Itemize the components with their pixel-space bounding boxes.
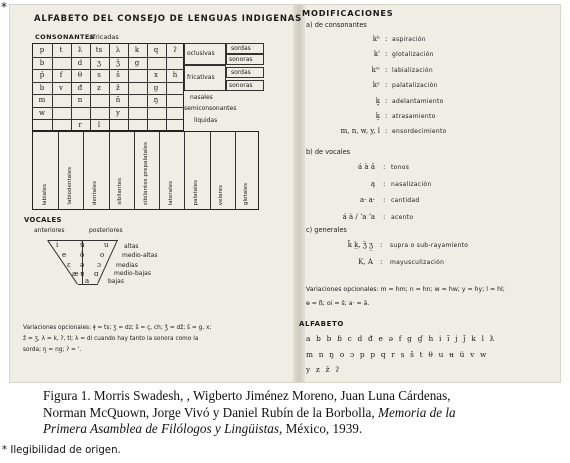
grid-cell-char: w: [39, 108, 45, 117]
posteriores-label: posteriores: [89, 227, 123, 234]
vowel-symbol: i: [56, 241, 59, 249]
column-divider: [235, 132, 236, 209]
modification-colon: :: [385, 127, 388, 136]
modification-colon: :: [383, 212, 386, 221]
vowel-symbol: ɑ: [94, 270, 99, 278]
grid-cell-char: ǯ: [116, 58, 120, 67]
grid-cell-char: h: [172, 71, 178, 79]
grid-cell-char: š: [116, 71, 120, 79]
label-sonoras-2: sonoras: [229, 82, 253, 89]
left-variaciones: [23, 323, 277, 356]
grid-cell-char: g: [134, 58, 140, 67]
grid-cell-char: b: [39, 83, 45, 92]
grid-cell-char: z: [97, 83, 101, 92]
modification-description: acento: [391, 213, 414, 221]
grid-cell-char: t: [59, 46, 63, 54]
modification-description: mayusculización: [390, 258, 445, 266]
modification-description: atrasamiento: [392, 113, 436, 120]
label-semiconsonantes: semiconsonantes: [184, 105, 237, 112]
modification-colon: :: [383, 179, 386, 188]
alfabeto-line-2: m n ŋ o ɔ p p q r s š t θ u ʉ ü v w: [306, 350, 487, 359]
column-label: sibilantes: [117, 178, 124, 205]
modification-description: aspiración: [392, 36, 426, 43]
label-fricativas: fricativas: [187, 74, 215, 81]
grid-cell-char: ƛ: [77, 46, 83, 54]
modification-symbol: K, A: [358, 257, 373, 266]
vowel-level-label: medio-altas: [122, 252, 158, 259]
modification-description: palatalización: [392, 82, 438, 90]
grid-cell-char: ž: [116, 83, 120, 92]
modification-colon: :: [385, 96, 388, 105]
vowel-symbol: ü: [80, 241, 85, 249]
footnote: * Ilegibilidad de origen.: [2, 445, 121, 456]
consonantes-label: CONSONANTES: [35, 33, 95, 41]
column-divider: [83, 132, 84, 209]
caption-line-2-text: Norman McQuown, Jorge Vivó y Daniel Rubín de la Borbolla,: [43, 404, 375, 420]
grid-hline: [33, 69, 183, 70]
modification-colon: :: [380, 257, 383, 266]
column-label: labiales: [41, 183, 48, 205]
vowel-symbol: ö: [80, 251, 85, 259]
column-label: dentales: [92, 180, 99, 205]
alfabeto-line-3: y z ž ʔ: [306, 365, 340, 374]
grid-cell-char: đ: [77, 83, 83, 92]
modification-colon: :: [385, 50, 388, 59]
grid-hline: [33, 82, 183, 83]
left-variaciones-line-1: Variaciones opcionales: ǂ = ts; ʒ = dz; š = ç, ch; ǯ = dž; š = g, x;: [23, 325, 212, 331]
grid-cell-char: s: [97, 71, 101, 79]
modification-colon: :: [385, 112, 388, 120]
caption-title-part-1: Memoria de la: [377, 404, 456, 420]
modification-description: adelantamiento: [392, 97, 444, 105]
column-divider: [109, 132, 110, 209]
grid-hline: [33, 57, 183, 58]
figure-caption: [43, 388, 553, 438]
modification-colon: :: [385, 35, 388, 43]
grid-hline: [33, 107, 183, 108]
left-variaciones-line-2: ž = ʒ, λ = k, ʔ, tl; λ = dl cuando hay tanto la sonora como la: [23, 336, 199, 342]
modification-description: cantidad: [391, 197, 420, 204]
right-variaciones-line-2: ɵ = ß; oi = š; a· = ā.: [306, 300, 370, 307]
modification-symbol: k̄ k̲, ʒ̄ ʒ̲: [347, 241, 373, 249]
modification-symbol: kʷ: [371, 65, 380, 74]
modification-symbol: á à â: [358, 163, 375, 171]
modification-description: labialización: [392, 66, 433, 74]
label-sordas-1: sordas: [231, 45, 251, 52]
modification-description: glotalización: [392, 51, 434, 59]
column-divider: [58, 132, 59, 209]
modification-symbol: á à / ʼa ʼa: [342, 212, 375, 221]
vowel-symbol: ɐ: [80, 270, 85, 278]
label-oclusivas: oclusivas: [187, 50, 215, 57]
column-label: sibilantes prepalatales: [142, 141, 149, 205]
vowel-symbol: e: [62, 251, 67, 259]
caption-line-3: [43, 421, 553, 438]
caption-line-1: Figura 1. Morris Swadesh, , Wigberto Jiménez Moreno, Juan Luna Cárdenas,: [43, 388, 451, 403]
modification-colon: :: [380, 241, 383, 249]
vowel-symbol: ɔ: [97, 261, 101, 269]
modification-symbol: kʸ: [372, 81, 380, 90]
right-variaciones-line-1: Variaciones opcionales: m = hm; n = hn; w = hw; y = hy; l = hl;: [306, 286, 505, 293]
grid-cell-char: r: [78, 121, 82, 129]
vowel-symbol: a: [85, 277, 90, 285]
modification-symbol: a· a·: [359, 196, 375, 204]
modification-colon: :: [383, 196, 386, 204]
modification-description: tonos: [391, 164, 410, 171]
vowel-symbol: u: [104, 241, 109, 249]
label-sordas-2: sordas: [231, 69, 251, 76]
grid-cell-char: p̓: [39, 71, 45, 79]
vowel-symbol: o: [100, 251, 105, 259]
africadas-label: africadas: [89, 33, 119, 41]
asterisk-marker: *: [1, 0, 7, 14]
articulation-columns: [32, 131, 259, 210]
column-divider: [134, 132, 135, 209]
alfabeto-line-1: a b b ɓ c d đ e ə f g ɠ h i ĩ j ǰ k l ƛ: [306, 334, 495, 343]
modification-colon: :: [385, 81, 388, 90]
grid-cell-char: g: [153, 83, 159, 92]
left-page-title: ALFABETO DEL CONSEJO DE LENGUAS INDIGENAS: [34, 14, 303, 24]
modification-symbol: ą: [370, 179, 375, 188]
column-label: palatales: [192, 179, 199, 205]
vowel-level-label: bajas: [108, 278, 124, 285]
column-divider: [184, 132, 185, 209]
label-liquidas: líquidas: [194, 117, 218, 124]
caption-line-3-tail: , México, 1939.: [279, 421, 363, 436]
grid-hline: [33, 94, 183, 95]
grid-cell-char: n: [77, 96, 83, 104]
vowel-symbol: ε: [67, 261, 71, 269]
vowel-symbol: ə: [80, 261, 85, 269]
caption-line-2: [43, 405, 553, 422]
grid-cell-char: ñ: [115, 96, 121, 104]
vowel-level-label: medias: [116, 262, 138, 269]
anteriores-label: anteriores: [34, 227, 65, 234]
grid-cell-char: f: [59, 71, 63, 79]
grid-cell-char: p: [39, 46, 45, 54]
modification-colon: :: [383, 163, 386, 171]
column-label: glotales: [243, 182, 250, 205]
vowel-level-label: altas: [124, 243, 139, 250]
grid-cell-char: v: [59, 83, 63, 92]
column-label: laterales: [167, 180, 174, 205]
column-label: velares: [218, 184, 225, 205]
grid-cell-char: d: [77, 58, 83, 67]
grid-cell-char: ŋ: [153, 96, 159, 104]
grid-cell-char: x: [154, 71, 158, 79]
column-divider: [210, 132, 211, 209]
alfabeto-label: ALFABETO: [299, 320, 344, 328]
label-nasales: nasales: [190, 94, 213, 101]
caption-title-part-2: Primera Asamblea de Filólogos y Lingüistas: [43, 421, 280, 436]
grid-cell-char: y: [116, 108, 120, 117]
modification-symbol: k̟: [375, 96, 380, 105]
grid-cell-char: ts: [95, 46, 103, 54]
grid-cell-char: k: [134, 46, 140, 54]
modification-description: nasalización: [391, 180, 432, 188]
modification-description: ensordecimiento: [392, 128, 447, 136]
grid-cell-char: q: [153, 46, 159, 54]
grid-cell-char: l: [97, 121, 101, 129]
modification-symbol: k̠: [375, 112, 380, 120]
column-divider: [159, 132, 160, 209]
modification-symbol: k': [373, 50, 380, 59]
label-sonoras-1: sonoras: [229, 56, 253, 63]
grid-cell-char: b: [39, 58, 45, 67]
vowel-level-label: medio-bajas: [114, 270, 151, 277]
grid-cell-char: m: [38, 96, 46, 104]
left-variaciones-line-3: sorda; ŋ = ng; ʔ = '.: [23, 347, 82, 353]
grid-cell-char: ʒ: [97, 58, 101, 67]
modification-symbol: m, n, w, y, l: [340, 127, 380, 136]
modification-description: supra o sub-rayamiento: [390, 242, 469, 249]
vowel-symbol: æ: [72, 270, 79, 278]
modification-symbol: kʰ: [372, 35, 380, 43]
grid-hline: [33, 119, 183, 120]
vocales-label: VOCALES: [24, 216, 62, 224]
generales-heading: c) generales: [306, 226, 347, 234]
modification-colon: :: [385, 65, 388, 74]
column-label: labiodentales: [66, 167, 73, 205]
consonantes-heading: a) de consonantes: [306, 21, 367, 29]
consonant-grid: [32, 43, 184, 131]
right-page-title: MODIFICACIONES: [302, 8, 394, 18]
right-variaciones: [306, 283, 563, 311]
grid-cell-char: λ: [115, 46, 121, 54]
vocales-heading: b) de vocales: [306, 148, 351, 156]
grid-cell-char: θ: [77, 71, 83, 79]
grid-cell-char: ʔ: [173, 46, 177, 54]
